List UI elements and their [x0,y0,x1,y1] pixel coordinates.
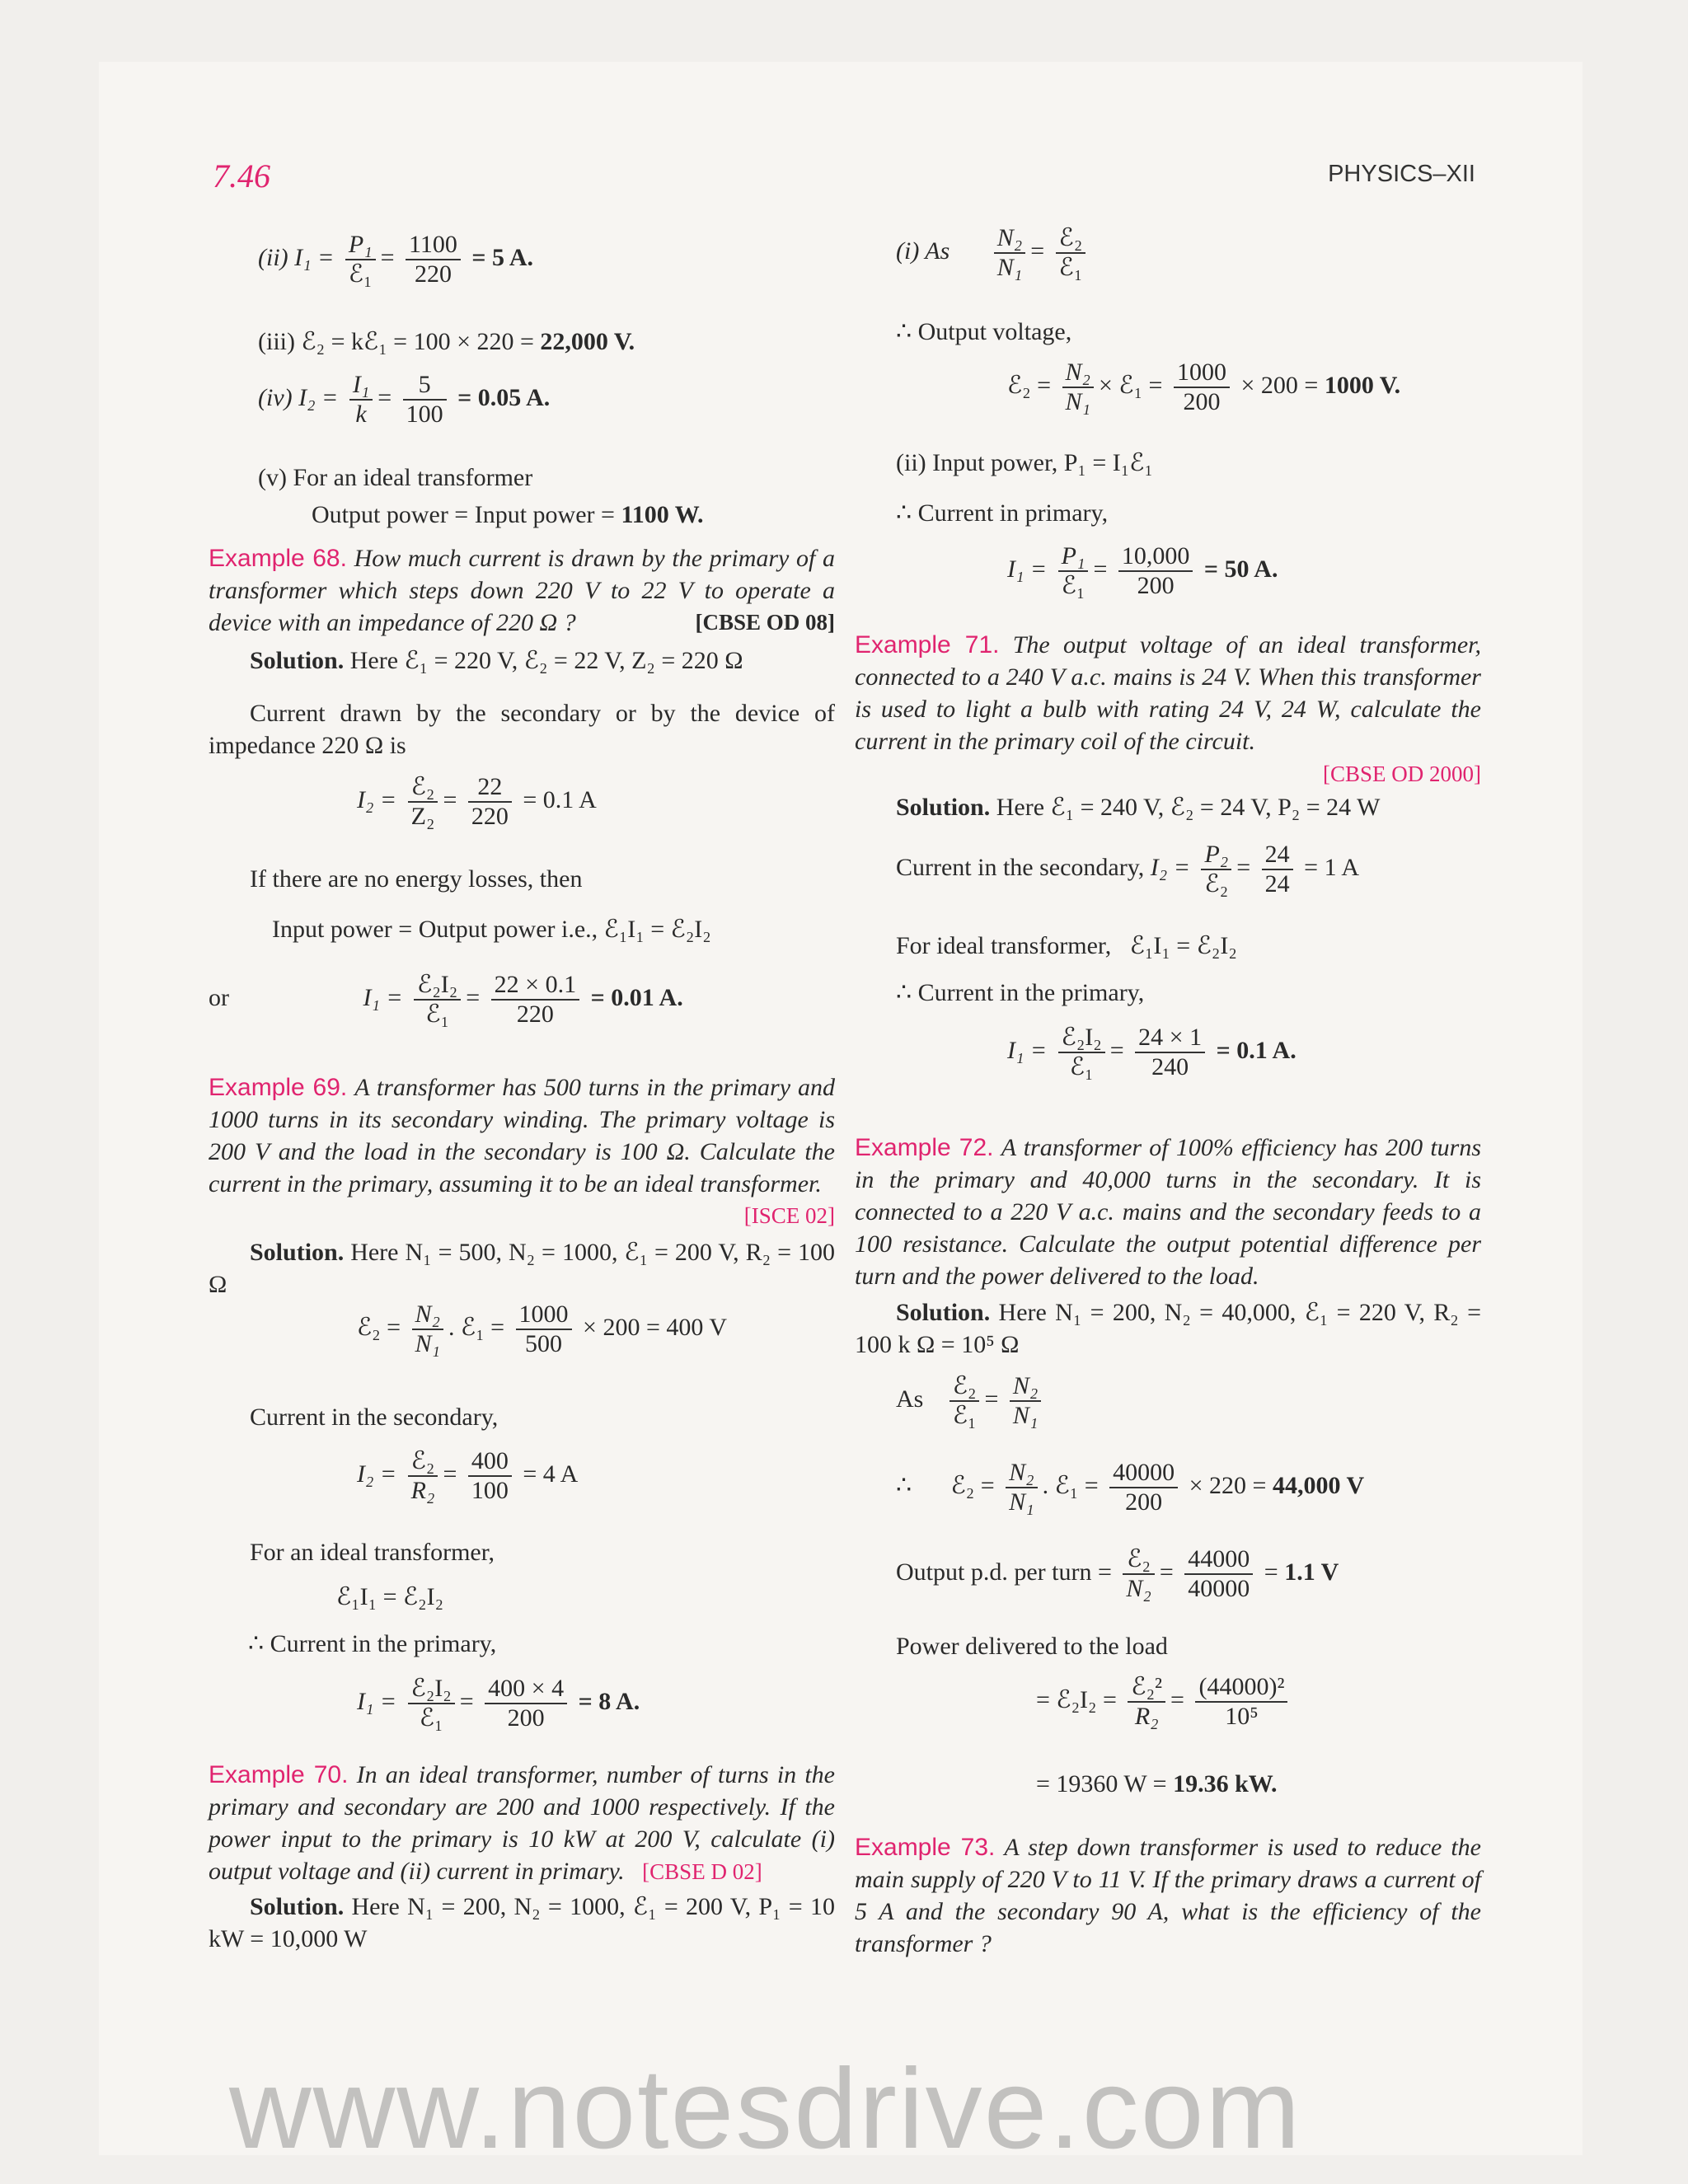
example-71-text-2: For ideal transformer, ℰ₁I₁ = ℰ₂I₂ [896,932,1237,959]
eq-line-ii: (ii) I₁ = $\frac{\text{P₁}}{\text{ℰ₁}}$ = $\frac{1100}{220}$ = 5 A. [258,231,534,288]
fraction: $\frac{24}{24}$ [1262,841,1293,898]
example-69-text-1: Current in the secondary, [250,1404,499,1431]
example-68-text-3: Input power = Output power i.e., ℰ₁I₁ = ℰ₂I₂ [272,916,711,943]
fraction: $\frac{1000}{200}$ [1174,359,1230,416]
example-69-eq-3: ℰ₁I₁ = ℰ₂I₂ [336,1583,444,1610]
example-69-text-2: For an ideal transformer, [250,1539,495,1566]
example-70-solution: Solution. Here N₁ = 200, N₂ = 1000, ℰ₁ = 200 V, P₁ = 10 kW = 10,000 W [209,1893,836,1952]
watermark: www.notesdrive.com [229,2046,1302,2172]
fraction: $\frac{1100}{220}$ [406,231,461,288]
example-70-question: Example 70. In an ideal transformer, number of turns in the primary and secondary are 200 and 1000 respectively. If the power input to the primary is 10 kW at 200 V, calculate (i) output voltage and (ii) current in primary. [CBSE D 02] [209,1761,835,1885]
running-header: PHYSICS–XII [1328,161,1475,187]
fraction: $\frac{22 \times 0.1}{220}$ [491,971,579,1029]
fraction: $\frac{\text{ℰ₂I₂}}{\text{ℰ₁}}$ [414,971,461,1029]
example-68-eq-1: I₂ = $\frac{\text{ℰ₂}}{\text{Z₂}}$ = $\frac{22}{220}$ = 0.1 A [357,773,597,830]
fraction: $\frac{\text{N₂}}{\text{N₁}}$ [1010,1372,1041,1430]
fraction: $\frac{5}{100}$ [403,371,447,429]
fraction: $\frac{\text{ℰ₂}}{\text{ℰ₁}}$ [1056,224,1086,282]
fraction: $\frac{10,000}{200}$ [1118,542,1193,600]
example-72-solution: Solution. Here N₁ = 200, N₂ = 40,000, ℰ₁ = 220 V, R₂ = 100 k Ω = 10⁵ Ω [855,1299,1481,1358]
fraction: $\frac{\text{ℰ₂²}}{\text{R₂}}$ [1128,1673,1165,1731]
fraction: $\frac{400}{100}$ [468,1447,512,1505]
example-label: Example 68. [209,545,347,572]
example-71-question: Example 71. The output voltage of an ideal transformer, connected to a 240 V a.c. mains is 24 V. When this transformer is used to light a bulb with rating 24 V, 24 W, calculate the current in the primary coil of the circuit. [CBSE OD 2000] [855,631,1481,786]
example-72-text-1: Power delivered to the load [896,1633,1168,1660]
example-label: Example 73. [855,1834,996,1861]
example-72-eq-1: As $\frac{\text{ℰ₂}}{\text{ℰ₁}}$ = $\frac{\text{N₂}}{\text{N₁}}$ [896,1372,1481,1430]
fraction: $\frac{\text{P₁}}{\text{ℰ₁}}$ [345,231,376,288]
example-71-solution: Solution. Here ℰ₁ = 240 V, ℰ₂ = 24 V, P₂ = 24 W [896,794,1381,821]
fraction: $\frac{\text{(44000)²}}{\text{10⁵}}$ [1195,1673,1287,1731]
right-eq-2: I₁ = $\frac{\text{P₁}}{\text{ℰ₁}}$ = $\frac{10,000}{200}$ = 50 A. [1007,542,1278,599]
right-text-1: ∴ Output voltage, [896,318,1072,345]
example-label: Example 71. [855,631,1000,658]
fraction: $\frac{\text{P₁}}{\text{ℰ₁}}$ [1058,542,1089,600]
fraction: $\frac{40000}{200}$ [1109,1459,1178,1516]
fraction: $\frac{\text{ℰ₂}}{\text{R₂}}$ [408,1447,438,1505]
fraction: $\frac{\text{ℰ₂I₂}}{\text{ℰ₁}}$ [1058,1024,1105,1081]
source-tag: [CBSE OD 2000] [1322,762,1481,786]
example-71-text-3: ∴ Current in the primary, [896,979,1145,1006]
example-69-eq-4: I₁ = $\frac{\text{ℰ₂I₂}}{\text{ℰ₁}}$ = $\frac{400 \times 4}{200}$ = 8 A. [357,1675,640,1732]
eq-line-iii: (iii) ℰ₂ = kℰ₁ = 100 × 220 = 22,000 V. [258,328,635,355]
example-69-text-3: ∴ Current in the primary, [248,1630,497,1657]
example-68-question: Example 68. How much current is drawn by the primary of a transformer which steps down 220 V to 22 V to operate a device with an impedance of 220 Ω ? [CBSE OD 08] [209,542,835,639]
example-label: Example 69. [209,1074,348,1101]
fraction: $\frac{22}{220}$ [468,773,512,831]
fraction: $\frac{\text{I₁}}{k}$ [349,371,373,429]
example-72-question: Example 72. A transformer of 100% efficiency has 200 turns in the primary and 40,000 turns in the secondary. It is connected to a 220 V a.c. mains and the secondary feeds to a 100 resistance. Calculate the output potential difference per turn and the power delivered to the load. [855,1134,1482,1290]
example-72-eq-3: Output p.d. per turn = $\frac{\text{ℰ₂}}{\text{N₂}}$ = $\frac{44000}{40000}$ = 1.1 V [896,1545,1339,1602]
fraction: $\frac{400 \times 4}{200}$ [485,1675,567,1732]
example-72-eq-2: ∴ ℰ₂ = $\frac{\text{N₂}}{\text{N₁}}$ . ℰ₁ = $\frac{40000}{200}$ × 220 = 44,000 V [896,1459,1365,1516]
example-label: Example 72. [855,1134,994,1161]
fraction: $\frac{1000}{500}$ [516,1301,572,1358]
right-text-ii: (ii) Input power, P₁ = I₁ℰ₁ [896,449,1153,476]
line-v-output: Output power = Input power = 1100 W. [312,501,704,528]
eq-line-iv: (iv) I₂ = $\frac{\text{I₁}}{k}$ = $\frac{5}{100}$ = 0.05 A. [258,371,551,428]
fraction: $\frac{24 \times 1}{240}$ [1135,1024,1205,1081]
example-69-eq-1: ℰ₂ = $\frac{\text{N₂}}{\text{N₁}}$ . ℰ₁ = $\frac{1000}{500}$ × 200 = 400 V [357,1301,728,1357]
source-tag: [CBSE OD 08] [695,610,835,635]
example-68-solution: Solution. Here ℰ₁ = 220 V, ℰ₂ = 22 V, Z₂ = 220 Ω [250,647,743,674]
fraction: $\frac{\text{N₂}}{\text{N₁}}$ [1062,359,1094,416]
fraction: $\frac{\text{ℰ₂}}{\text{ℰ₁}}$ [950,1372,980,1430]
fraction: $\frac{\text{N₂}}{\text{N₁}}$ [1006,1459,1037,1516]
example-68-text-2: If there are no energy losses, then [250,865,583,893]
fraction: $\frac{\text{N₂}}{\text{N₁}}$ [994,224,1025,282]
example-71-eq-2: I₁ = $\frac{\text{ℰ₂I₂}}{\text{ℰ₁}}$ = $\frac{24 \times 1}{240}$ = 0.1 A. [1007,1024,1296,1080]
example-72-eq-5: = 19360 W = 19.36 kW. [1036,1770,1278,1797]
example-71-eq-1: Current in the secondary, I₂ = $\frac{\text{P₂}}{\text{ℰ₂}}$ = $\frac{24}{24}$ = 1 A [896,841,1360,898]
example-68-text-1: Current drawn by the secondary or by the device of impedance 220 Ω is [209,700,835,759]
fraction: $\frac{\text{ℰ₂}}{\text{Z₂}}$ [408,773,438,831]
example-69-question: Example 69. A transformer has 500 turns in the primary and 1000 turns in its secondary winding. The primary voltage is 200 V and the load in the secondary is 100 Ω. Calculate the current in the primary, assuming it to be an ideal transformer. [ISCE 02] [209,1071,835,1232]
fraction: $\frac{\text{ℰ₂}}{\text{N₂}}$ [1123,1545,1154,1603]
fraction: $\frac{\text{ℰ₂I₂}}{\text{ℰ₁}}$ [408,1675,455,1732]
right-eq-1: ℰ₂ = $\frac{\text{N₂}}{\text{N₁}}$ × ℰ₁ = $\frac{1000}{200}$ × 200 = 1000 V. [1007,359,1401,415]
example-label: Example 70. [209,1761,349,1788]
example-73-question: Example 73. A step down transformer is used to reduce the main supply of 220 V to 11 V. If the primary draws a current of 5 A and the secondary 90 A, what is the efficiency of the transformer ? [855,1834,1481,1957]
source-tag: [ISCE 02] [743,1203,835,1228]
fraction: $\frac{\text{P₂}}{\text{ℰ₂}}$ [1201,841,1231,898]
example-68-eq-2: or I₁ = $\frac{\text{ℰ₂I₂}}{\text{ℰ₁}}$ = $\frac{22 \times 0.1}{220}$ = 0.01 A. [209,971,683,1028]
page-number: 7.46 [213,157,270,194]
example-69-solution: Solution. Here N₁ = 500, N₂ = 1000, ℰ₁ = 200 V, R₂ = 100 Ω [209,1239,835,1298]
line-v: (v) For an ideal transformer [258,464,533,491]
example-72-eq-4: = ℰ₂I₂ = $\frac{\text{ℰ₂²}}{\text{R₂}}$ = $\frac{\text{(44000)²}}{\text{10⁵}}$ [1036,1673,1481,1731]
source-tag: [CBSE D 02] [642,1859,762,1884]
example-69-eq-2: I₂ = $\frac{\text{ℰ₂}}{\text{R₂}}$ = $\frac{400}{100}$ = 4 A [357,1447,579,1504]
right-text-2: ∴ Current in primary, [896,499,1109,527]
fraction: $\frac{44000}{40000}$ [1184,1545,1253,1603]
fraction: $\frac{\text{N₂}}{\text{N₁}}$ [412,1301,443,1358]
eq-right-i: (i) As $\frac{\text{N₂}}{\text{N₁}}$ = $\frac{\text{ℰ₂}}{\text{ℰ₁}}$ [896,224,1481,282]
